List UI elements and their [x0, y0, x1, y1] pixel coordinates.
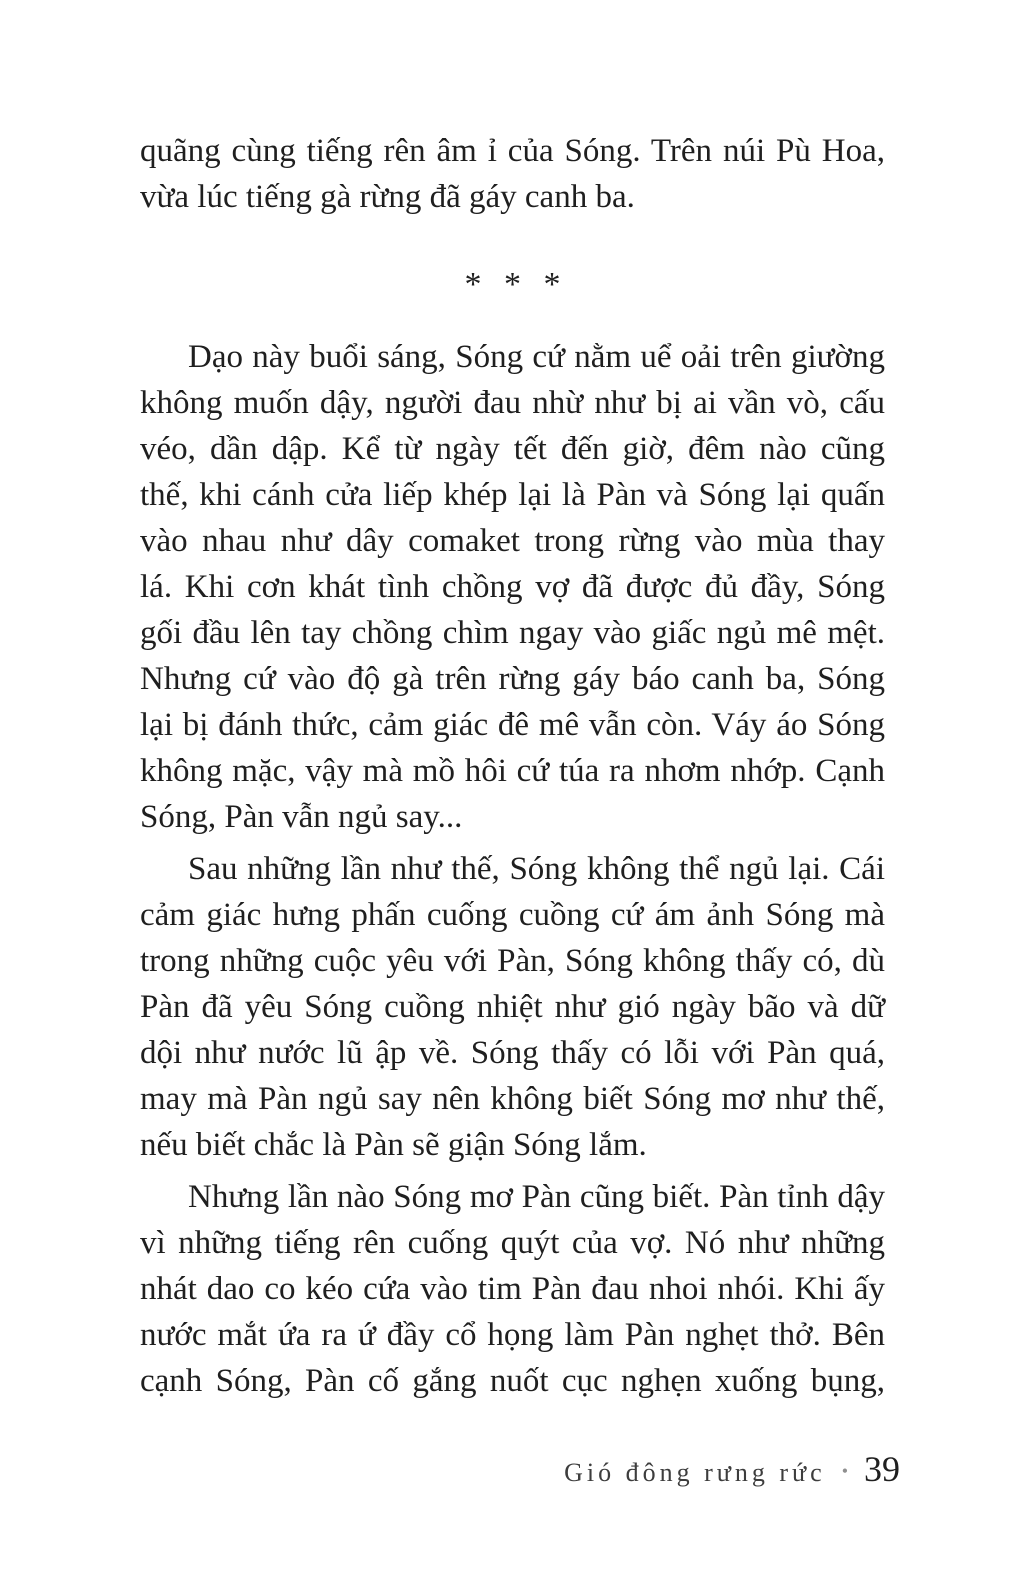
page-body — [140, 128, 885, 1404]
text-line: dội như nước lũ ập về. Sóng thấy có lỗi với Pàn quá, — [140, 1035, 885, 1071]
paragraph — [140, 334, 885, 840]
text-line: may mà Pàn ngủ say nên không biết Sóng mơ như thế, — [140, 1081, 885, 1117]
paragraph — [140, 846, 885, 1168]
text-line: Sau những lần như thế, Sóng không thể ngủ lại. Cái — [188, 851, 885, 887]
text-line: Nhưng cứ vào độ gà trên rừng gáy báo canh ba, Sóng — [140, 661, 885, 697]
paragraph — [140, 1174, 885, 1404]
footer-bullet-icon: • — [841, 1461, 848, 1481]
text-line: thế, khi cánh cửa liếp khép lại là Pàn và Sóng lại quấn — [140, 477, 885, 513]
text-line: nếu biết chắc là Pàn sẽ giận Sóng lắm. — [140, 1127, 647, 1163]
text-line: cạnh Sóng, Pàn cố gắng nuốt cục nghẹn xuống bụng, — [140, 1363, 885, 1399]
section-separator: * * * — [464, 266, 561, 303]
text-line: lá. Khi cơn khát tình chồng vợ đã được đủ đầy, Sóng — [140, 569, 885, 605]
page-footer — [564, 1448, 900, 1490]
text-line: không mặc, vậy mà mồ hôi cứ túa ra nhơm nhớp. Cạnh — [140, 753, 885, 789]
text-line: Sóng, Pàn vẫn ngủ say... — [140, 799, 463, 835]
text-line: không muốn dậy, người đau nhừ như bị ai vần vò, cấu — [140, 385, 885, 421]
text-line: vừa lúc tiếng gà rừng đã gáy canh ba. — [140, 179, 635, 215]
text-line: véo, dần dập. Kể từ ngày tết đến giờ, đêm nào cũng — [140, 431, 885, 467]
text-line: gối đầu lên tay chồng chìm ngay vào giấc ngủ mê mệt. — [140, 615, 885, 651]
text-line: Dạo này buổi sáng, Sóng cứ nằm uể oải trên giường — [188, 339, 885, 375]
text-line: Pàn đã yêu Sóng cuồng nhiệt như gió ngày bão và dữ — [140, 989, 885, 1025]
page-number: 39 — [864, 1449, 900, 1489]
running-title: Gió đông rưng rức — [564, 1458, 826, 1487]
text-line: Nhưng lần nào Sóng mơ Pàn cũng biết. Pàn tỉnh dậy — [188, 1179, 885, 1215]
paragraph-continuation — [140, 128, 885, 220]
text-line: vì những tiếng rên cuống quýt của vợ. Nó như những — [140, 1225, 885, 1261]
text-line: quãng cùng tiếng rên âm ỉ của Sóng. Trên núi Pù Hoa, — [140, 133, 885, 169]
text-line: lại bị đánh thức, cảm giác đê mê vẫn còn. Váy áo Sóng — [140, 707, 885, 743]
text-line: vào nhau như dây comaket trong rừng vào mùa thay — [140, 523, 885, 559]
text-line: nhát dao co kéo cứa vào tim Pàn đau nhoi nhói. Khi ấy — [140, 1271, 885, 1307]
text-line: cảm giác hưng phấn cuống cuồng cứ ám ảnh Sóng mà — [140, 897, 885, 933]
text-line: nước mắt ứa ra ứ đầy cổ họng làm Pàn nghẹt thở. Bên — [140, 1317, 885, 1353]
text-line: trong những cuộc yêu với Pàn, Sóng không thấy có, dù — [140, 943, 885, 979]
